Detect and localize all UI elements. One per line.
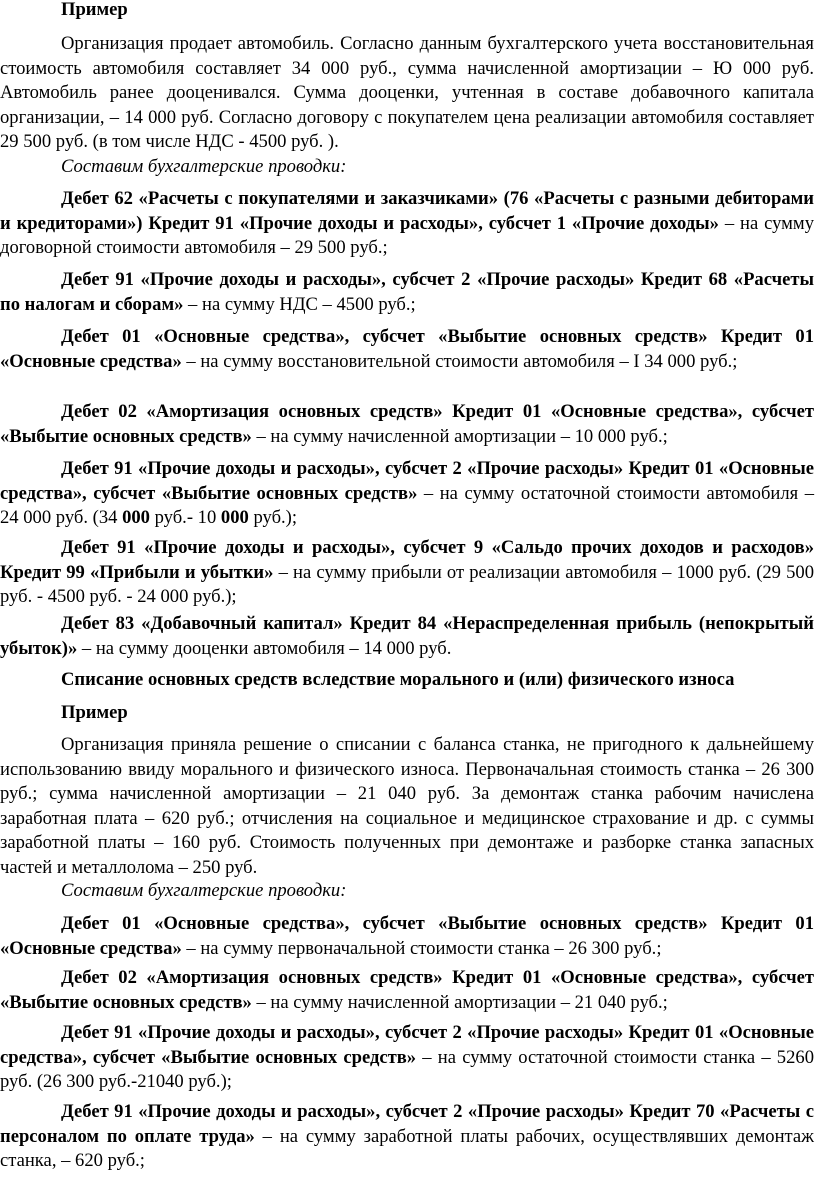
entry-bold-amount: 000 bbox=[122, 507, 150, 529]
entry-description: – на сумму прибыли от реализации автомобиля – 1000 руб. (29 500 руб. - 4500 руб. - 24 000 руб.); bbox=[0, 561, 815, 608]
entries-label-2: Составим бухгалтерские проводки: bbox=[61, 880, 347, 901]
entry-1-1 bbox=[0, 187, 814, 261]
entry-accounts: Дебет 01 «Основные средства», субсчет «Выбытие основных средств» Кредит 01 «Основные средства» bbox=[0, 913, 814, 959]
entry-description: – на сумму остаточной стоимости станка – 5260 руб. (26 300 руб.-21040 руб.); bbox=[0, 1046, 814, 1093]
entry-description-cont: руб.- 10 bbox=[149, 507, 221, 529]
entry-accounts: Дебет 91 «Прочие доходы и расходы», субсчет 2 «Прочие расходы» Кредит 01 «Основные средства», субсчет «Выбытие основных средств» bbox=[0, 458, 814, 504]
intro-paragraph-1: Организация продает автомобиль. Согласно данным бухгалтерского учета восстановительная стоимость автомобиля составляет 34 000 руб., сумма начисленной амортизации – Ю 000 руб. Автомобиль ранее дооценивался. Сумма дооценки, учтенная в составе добавочного капитала организации, – 14 000 руб. Согласно договору с покупателем цена реализации автомобиля составляет 29 500 руб. (в том числе НДС - 4500 руб. ). bbox=[0, 33, 814, 153]
entry-2-4 bbox=[0, 1100, 814, 1174]
entry-accounts: Дебет 02 «Амортизация основных средств» Кредит 01 «Основные средства», субсчет «Выбытие основных средств» bbox=[0, 967, 814, 1013]
entry-description-end: руб.); bbox=[248, 507, 298, 529]
entry-accounts: Дебет 91 «Прочие доходы и расходы», субсчет 9 «Сальдо прочих доходов и расходов» Кредит 99 «Прибыли и убытки» bbox=[0, 537, 814, 583]
entry-1-3 bbox=[0, 325, 814, 374]
entry-bold-amount: 000 bbox=[220, 507, 249, 529]
entry-description: – на сумму НДС – 4500 руб.; bbox=[183, 293, 416, 315]
entry-1-4 bbox=[0, 400, 814, 449]
entry-description: – на сумму договорной стоимости автомобиля – 29 500 руб.; bbox=[0, 212, 814, 259]
entry-2-3 bbox=[0, 1021, 814, 1095]
intro-paragraph-2: Организация приняла решение о списании с баланса станка, не пригодного к дальнейшему использованию ввиду морального и физического износа. Первоначальная стоимость станка – 26 300 руб.; сумма начисленной амортизации – 21 040 руб. За демонтаж станка рабочим начислена заработная плата – 620 руб.; отчисления на социальное и медицинское страхование и др. с суммы заработной платы – 160 руб. Стоимость полученных при демонтаже и разборке станка запасных частей и металлолома – 250 руб. bbox=[0, 734, 814, 878]
entry-2-2 bbox=[0, 966, 814, 1015]
entry-accounts: Дебет 62 «Расчеты с покупателями и заказчиками» (76 «Расчеты с разными дебиторами и кредиторами») Кредит 91 «Прочие доходы и расходы», субсчет 1 «Прочие доходы» bbox=[0, 188, 814, 234]
entry-1-5 bbox=[0, 457, 814, 531]
entry-description: – на сумму заработной платы рабочих, осуществлявших демонтаж станка, – 620 руб.; bbox=[0, 1125, 815, 1172]
entry-description: – на сумму остаточной стоимости автомобиля – 24 000 руб. (34 bbox=[0, 482, 815, 529]
entry-accounts: Дебет 91 «Прочие доходы и расходы», субсчет 2 «Прочие расходы» Кредит 70 «Расчеты с персоналом по оплате труда» bbox=[0, 1101, 814, 1147]
entry-description: – на сумму дооценки автомобиля – 14 000 руб. bbox=[77, 637, 452, 659]
entry-accounts: Дебет 02 «Амортизация основных средств» Кредит 01 «Основные средства», субсчет «Выбытие основных средств» bbox=[0, 401, 814, 447]
entry-description: – на сумму начисленной амортизации – 10 000 руб.; bbox=[251, 425, 668, 447]
entry-1-7 bbox=[0, 612, 814, 661]
entries-label-1: Составим бухгалтерские проводки: bbox=[61, 156, 347, 177]
section-2-title: Списание основных средств вследствие морального и (или) физического износа bbox=[61, 669, 735, 690]
entry-accounts: Дебет 91 «Прочие доходы и расходы», субсчет 2 «Прочие расходы» Кредит 01 «Основные средства», субсчет «Выбытие основных средств» bbox=[0, 1022, 814, 1068]
entry-accounts: Дебет 01 «Основные средства», субсчет «Выбытие основных средств» Кредит 01 «Основные средства» bbox=[0, 326, 814, 372]
entry-description: – на сумму начисленной амортизации – 21 040 руб.; bbox=[251, 991, 668, 1013]
entry-description: – на сумму первоначальной стоимости станка – 26 300 руб.; bbox=[181, 937, 662, 959]
entry-2-1 bbox=[0, 912, 814, 961]
example-label-2: Пример bbox=[61, 702, 128, 723]
entry-accounts: Дебет 83 «Добавочный капитал» Кредит 84 «Нераспределенная прибыль (непокрытый убыток)» bbox=[0, 613, 814, 659]
example-label-1: Пример bbox=[61, 0, 128, 20]
entry-1-6 bbox=[0, 536, 814, 610]
entry-1-2 bbox=[0, 268, 814, 317]
entry-accounts: Дебет 91 «Прочие доходы и расходы», субсчет 2 «Прочие расходы» Кредит 68 «Расчеты по налогам и сборам» bbox=[0, 269, 814, 315]
entry-description: – на сумму восстановительной стоимости автомобиля – I 34 000 руб.; bbox=[181, 350, 738, 372]
